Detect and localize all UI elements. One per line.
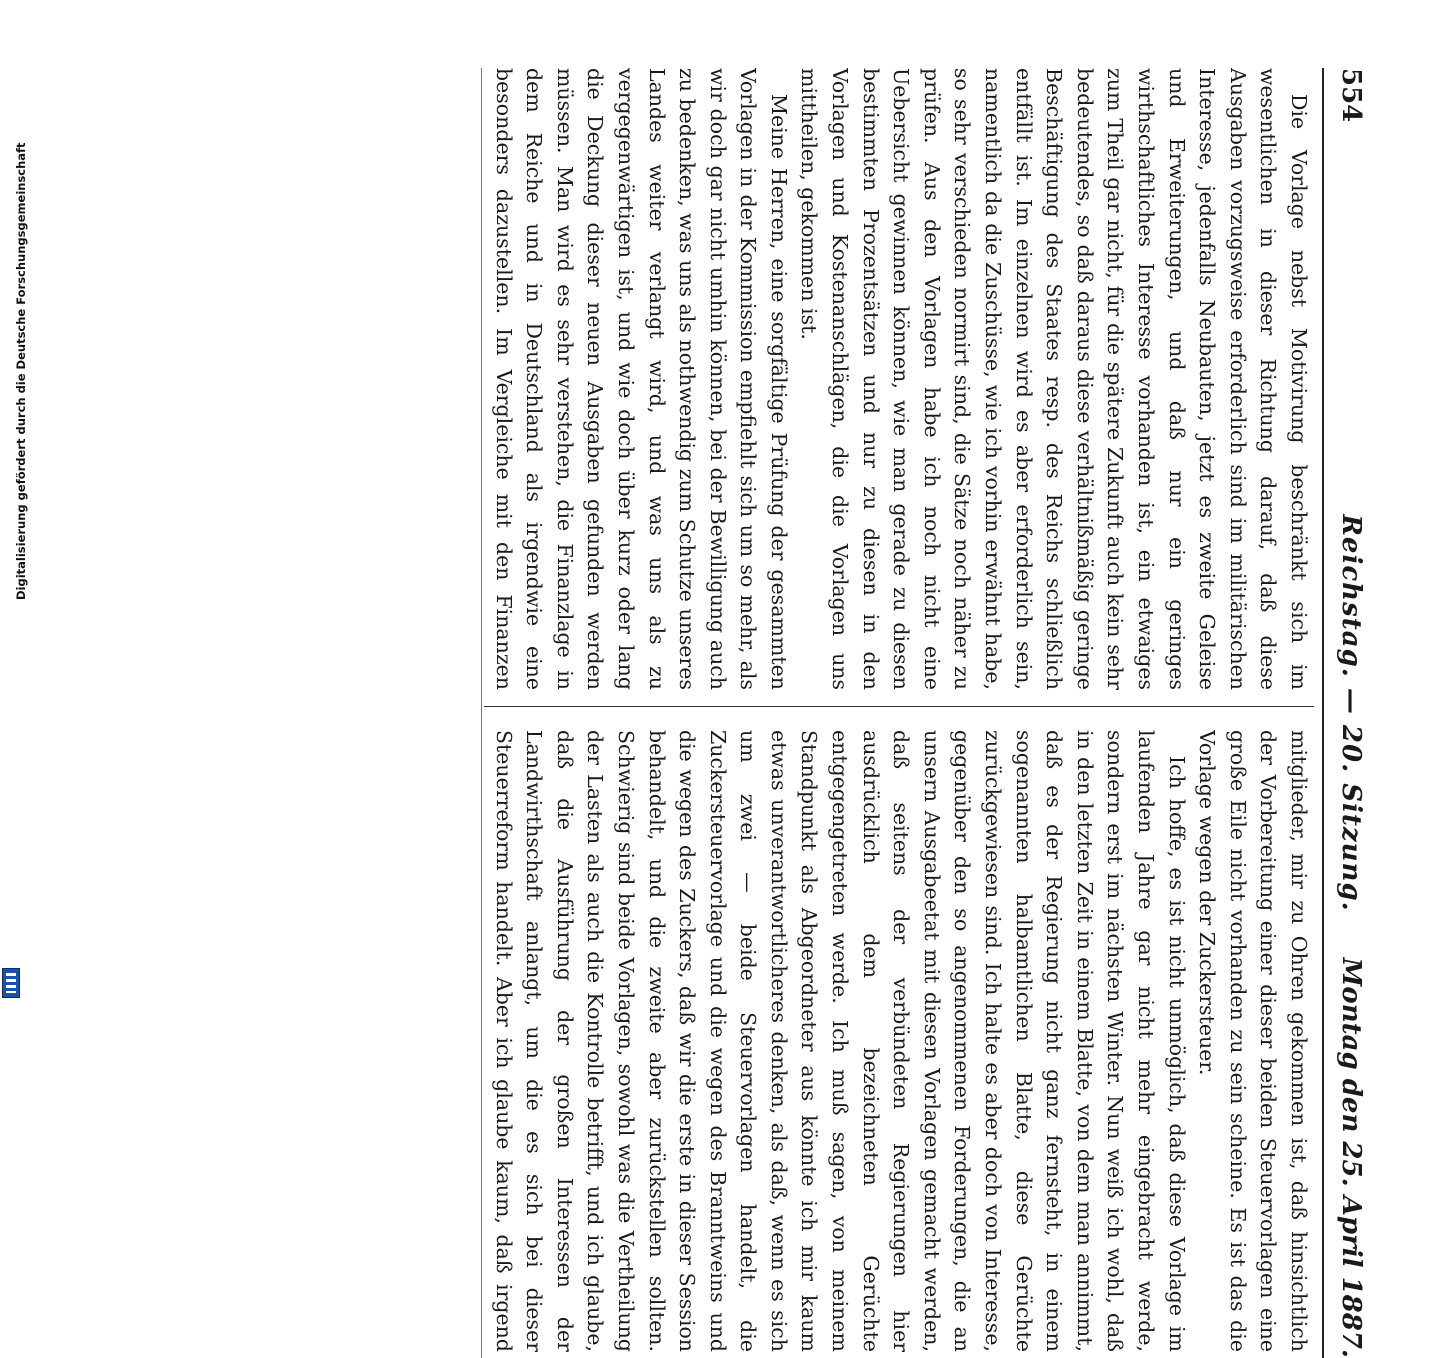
page-title: Reichstag. — 20. Sitzung.: [1336, 514, 1366, 912]
paragraph: Die Vorlage nebst Motivirung beschränkt sich im wesentlichen in dieser Richtung darauf, daß diese Ausgaben vorzugsweise erforderlich sind im militärischen Interesse, jedenfalls Neubauten, jetzt es zweite Geleise und Erweiterungen, und daß nur ein geringes wirthschaftliches Interesse vorhanden ist, ein etwaiges zum Theil gar nicht, für die spätere Zukunft auch kein sehr bedeutendes, so daß daraus diese verhältnißmäßig geringe Beschäftigung des Staates resp. des Reichs schließlich entfällt ist. Im einzelnen wird es aber erforderlich sein, namentlich da die Zuschüsse, wie ich vorhin erwähnt habe, so sehr verschieden normirt sind, die Sätze noch näher zu prüfen. Aus den Vorlagen habe ich noch nicht eine Uebersicht gewinnen können, wie man gerade zu diesen bestimmten Prozentsätzen und nur zu diesen in den Vorlagen und Kostenanschlägen, die die Vorlagen uns mittheilen, gekommen ist.: [797, 68, 1311, 690]
page-number: 554: [1336, 68, 1366, 123]
paragraph: Meine Herren, eine sorgfältige Prüfung der gesammten Vorlagen in der Kommission empfiehlt sich um so mehr, als wir doch gar nicht umhin können, bei der Bewilligung auch zu bedenken, was uns als nothwendig zum Schutze unseres Landes weiter verlangt wird, und was uns als zu vergegenwärtigen ist, und wie doch über kurz oder lang die Deckung dieser neuen Ausgaben gefunden werden müssen. Man wird es sehr verstehen, die Finanzlage in dem Reiche und in Deutschland als irgendwie eine besonders dazustellen. Im Vergleiche mit den Finanzen: [491, 68, 791, 690]
column-divider: [484, 706, 1314, 707]
page-header: [1322, 68, 1372, 1358]
funding-note: Digitalisierung gefördert durch die Deutsche Forschungsgemeinschaft: [14, 142, 28, 600]
paragraph: mitglieder, mir zu Ohren gekommen ist, daß hinsichtlich der Vorbereitung einer dieser beiden Steuervorlagen eine große Eile nicht vorhanden zu sein scheine. Es ist das die Vorlage wegen der Zuckersteuer.: [1195, 730, 1311, 1352]
session-date: Montag den 25. April 1887.: [1336, 957, 1366, 1358]
digitization-footer: [0, 0, 28, 1000]
bottom-rule: [481, 68, 482, 1358]
dfg-logo-icon: [2, 968, 20, 998]
text-column-left: [484, 68, 1314, 690]
text-column-right: [484, 730, 1314, 1352]
paragraph: Ich hoffe, es ist nicht unmöglich, daß diese Vorlage im laufenden Jahre gar nicht mehr eingebracht werde, sondern erst im nächsten Winter. Nun weiß ich wohl, daß in den letzten Zeit in einem Blatte, von dem man annimmt, daß es der Regierung nicht ganz fernsteht, in einem sogenannten halbamtlichen Blatte, diese Gerüchte zurückgewiesen sind. Ich halte es aber doch von Interesse, gegenüber den so angenommenen Forderungen, die an unsern Ausgabeetat mit diesen Vorlagen gemacht werden, daß seitens der verbündeten Regierungen hier ausdrücklich dem bezeichneten Gerüchte entgegengetreten werde. Ich muß sagen, von meinem Standpunkt als Abgeordneter aus könnte ich mir kaum etwas unverantwortlicheres denken, als daß, wenn es sich um zwei — beide Steuervorlagen handelt, die Zuckersteuervorlage und die wegen des Branntweins und die wegen des Zuckers, daß wir die erste in dieser Session behandelt, und die zweite aber zurückstellen sollten. Schwierig sind beide Vorlagen, sowohl was die Vertheilung der Lasten als auch die Kontrolle betrifft, und ich glaube, daß die Ausführung der großen Interessen der Landwirthschaft anlangt, um die es sich bei dieser Steuerreform handelt. Aber ich glaube kaum, daß irgend: [491, 730, 1189, 1352]
